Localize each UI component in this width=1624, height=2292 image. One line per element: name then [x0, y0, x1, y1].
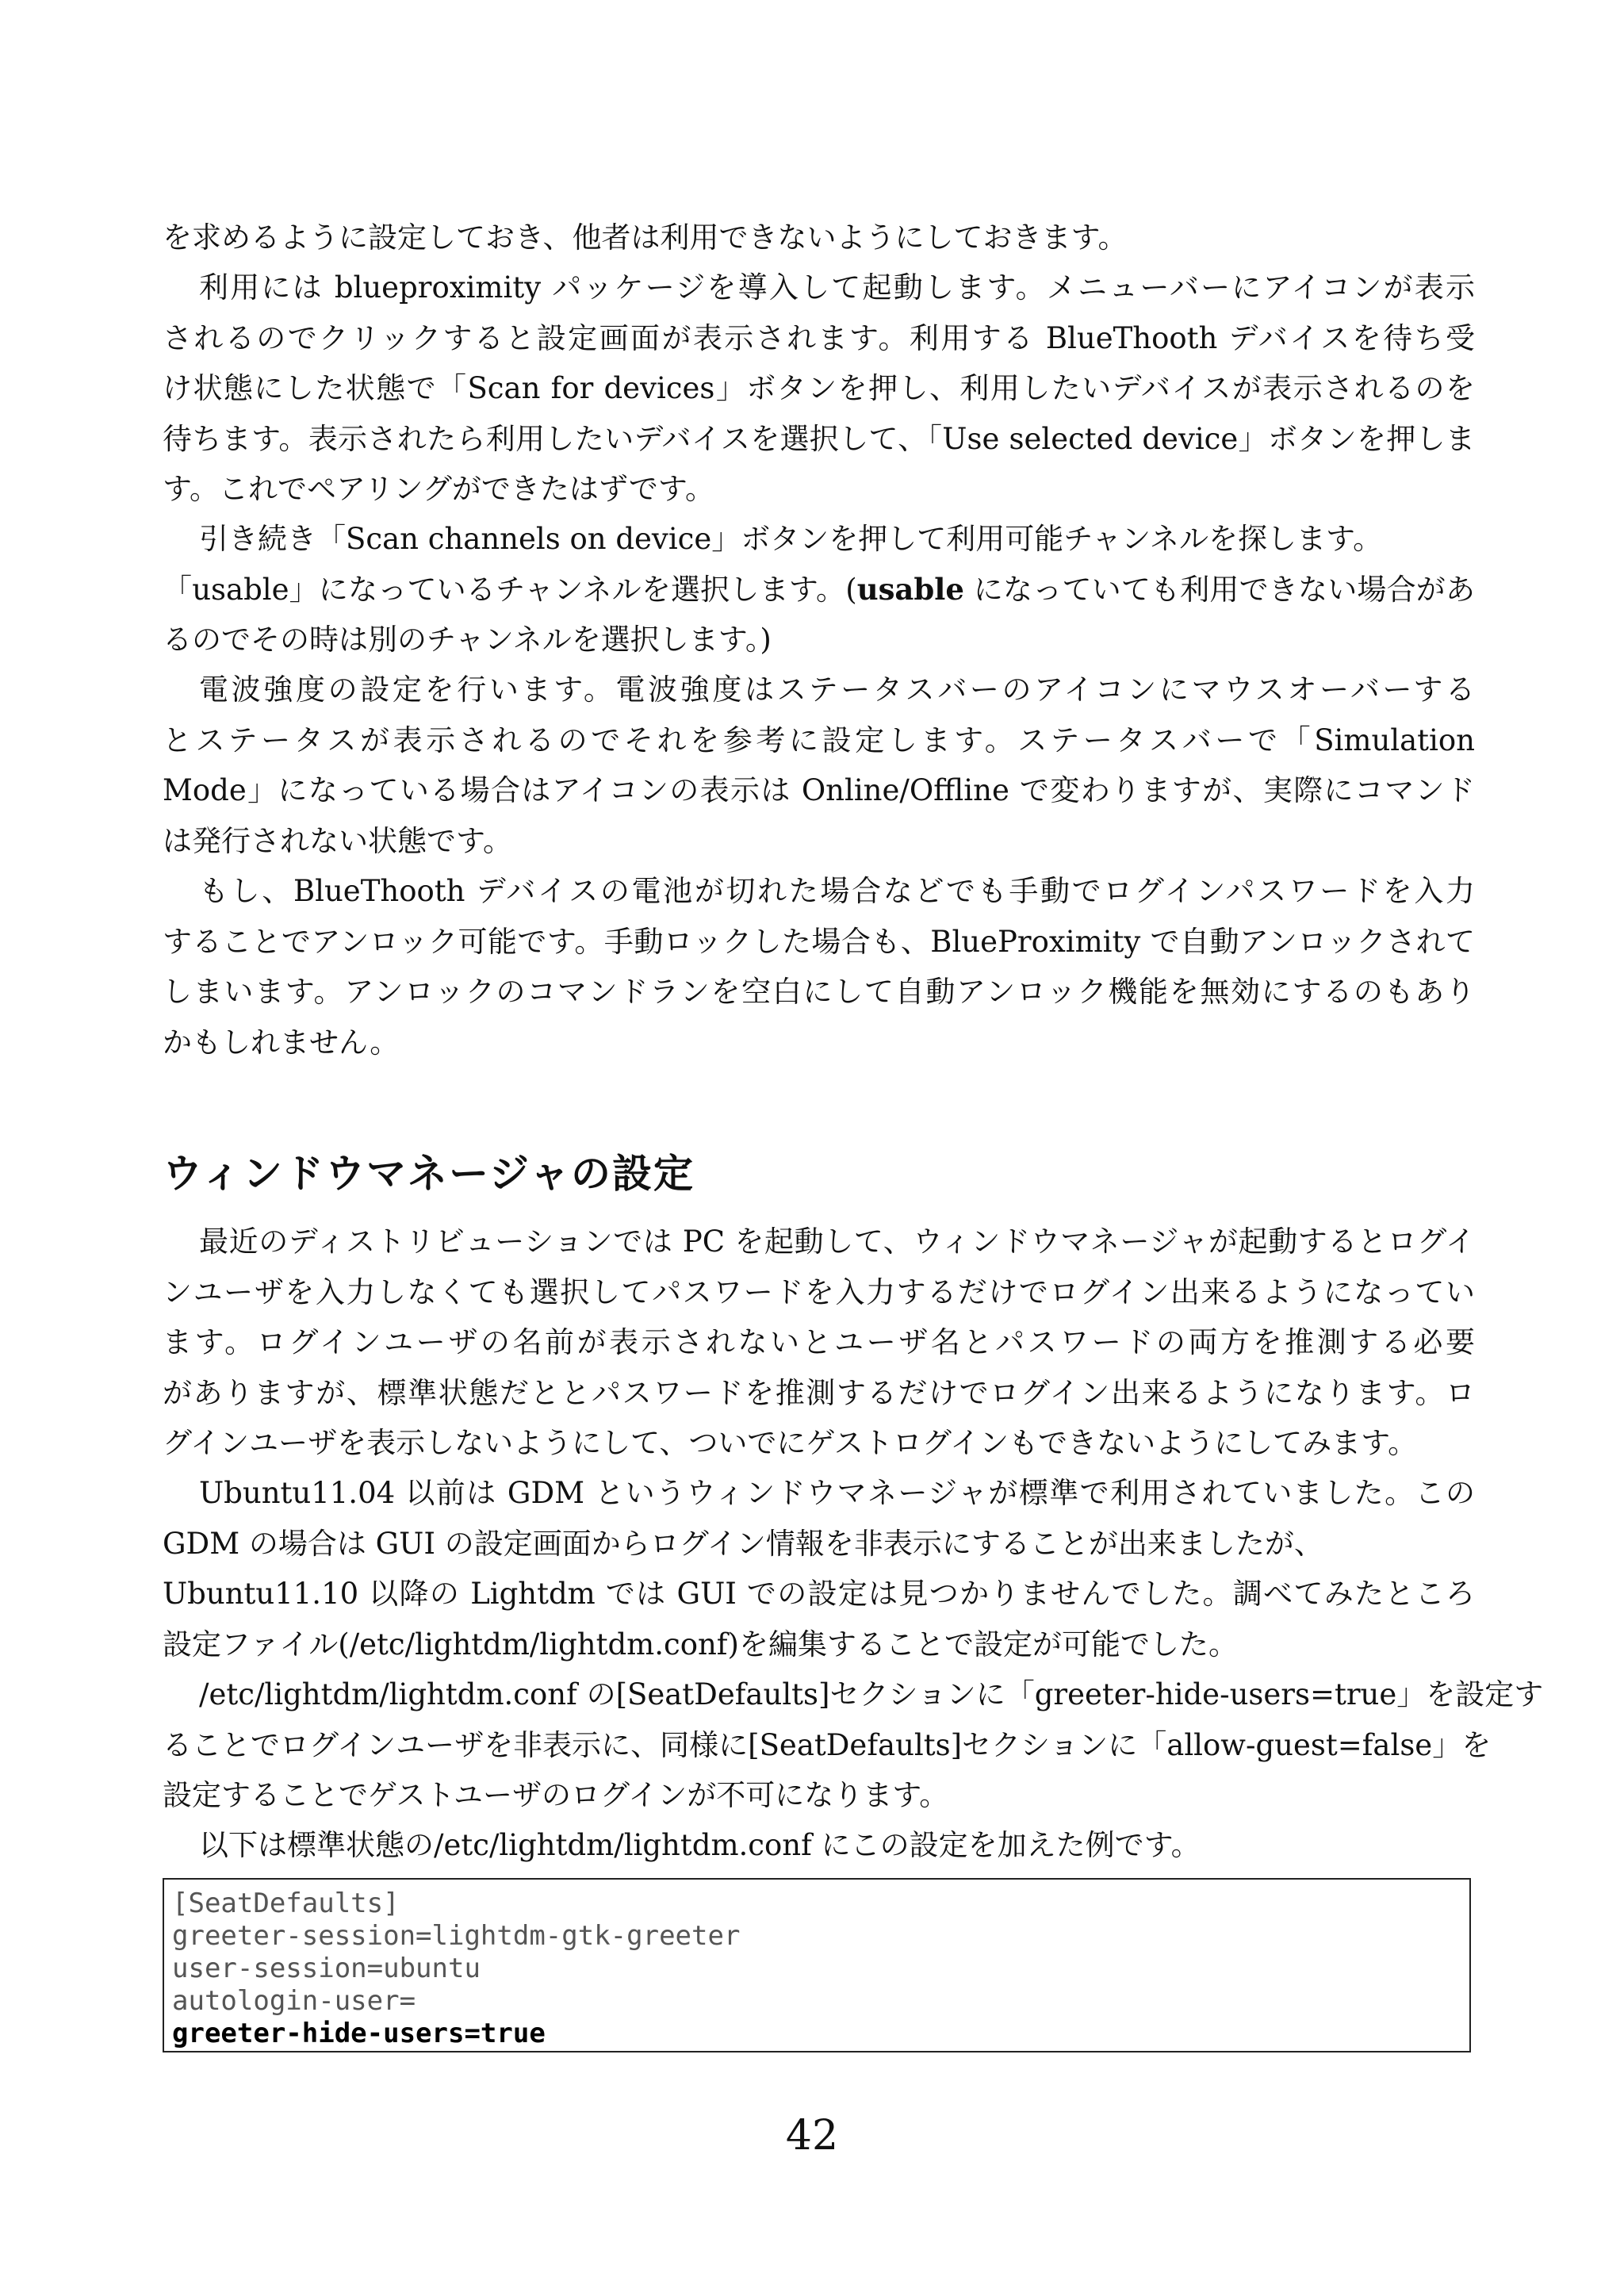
- text-line: ます。ログインユーザの名前が表示されないとユーザ名とパスワードの両方を推測する必要: [163, 1325, 1475, 1359]
- text-line: 電波強度の設定を行います。電波強度はステータスバーのアイコンにマウスオーバーする: [199, 673, 1475, 707]
- text-line: [163, 565, 1475, 615]
- text-line: Mode」になっている場合はアイコンの表示は Online/Offline で変わりますが、実際にコマンド: [163, 773, 1475, 807]
- text-line: るのでその時は別のチャンネルを選択します。): [163, 623, 772, 657]
- text-line: を求めるように設定しておき、他者は利用できないようにしておきます。: [163, 220, 1128, 255]
- text-line: 最近のディストリビューションでは PC を起動して、ウィンドウマネージャが起動するとログイ: [199, 1225, 1475, 1259]
- text-line: 利用には blueproximity パッケージを導入して起動します。メニューバーにアイコンが表示: [199, 270, 1475, 305]
- paragraph-config-settings: [163, 1669, 1544, 1821]
- section-heading: ウィンドウマネージャの設定: [163, 1151, 695, 1197]
- text-line: 以下は標準状態の/etc/lightdm/lightdm.conf にこの設定を加えた例です。: [199, 1828, 1201, 1862]
- code-line: autologin-user=: [172, 1985, 416, 2017]
- text-line: がありますが、標準状態だととパスワードを推測するだけでログイン出来るようになります。ロ: [163, 1375, 1475, 1410]
- text-line: け状態にした状態で「Scan for devices」ボタンを押し、利用したいデバイスが表示されるのを: [163, 371, 1475, 405]
- bold-keyword: usable: [856, 571, 964, 607]
- text-line: することでアンロック可能です。手動ロックした場合も、BlueProximity で自動アンロックされて: [163, 924, 1475, 959]
- text-line: ンユーザを入力しなくても選択してパスワードを入力するだけでログイン出来るようになってい: [163, 1274, 1475, 1309]
- code-line-highlighted: greeter-hide-users=true: [172, 2018, 546, 2049]
- paragraph-scan-channels: [163, 514, 1475, 665]
- text-line: 引き続き「Scan channels on device」ボタンを押して利用可能チャンネルを探します。: [199, 522, 1383, 556]
- paragraph-manual-unlock: [163, 866, 1475, 1067]
- paragraph-blueproximity-setup: [163, 263, 1475, 515]
- text-line: は発行されない状態です。: [163, 823, 513, 858]
- paragraph-signal-strength: [163, 665, 1475, 866]
- text-fragment: 「usable」になっているチャンネルを選択します。(: [163, 572, 857, 607]
- paragraph-continuation: [163, 213, 1475, 263]
- text-line: しまいます。アンロックのコマンドランを空白にして自動アンロック機能を無効にするのもあり: [163, 975, 1475, 1009]
- text-line: ることでログインユーザを非表示に、同様に[SeatDefaults]セクションに「allow-guest=false」を: [163, 1727, 1492, 1762]
- text-line: Ubuntu11.10 以降の Lightdm では GUI での設定は見つかりませんでした。調べてみたところ: [163, 1577, 1475, 1611]
- paragraph-example-intro: [163, 1820, 1475, 1871]
- text-line: とステータスが表示されるのでそれを参考に設定します。ステータスバーで「Simulation: [163, 722, 1475, 757]
- text-line: GDM の場合は GUI の設定画面からログイン情報を非表示にすることが出来ましたが、: [163, 1526, 1323, 1561]
- text-line: されるのでクリックすると設定画面が表示されます。利用する BlueThooth デバイスを待ち受: [163, 320, 1475, 355]
- code-line: [SeatDefaults]: [172, 1888, 400, 1919]
- paragraph-gdm-lightdm: [163, 1468, 1475, 1669]
- text-line: もし、BlueThooth デバイスの電池が切れた場合などでも手動でログインパスワードを入力: [199, 874, 1475, 908]
- text-line: グインユーザを表示しないようにして、ついでにゲストログインもできないようにしてみます。: [163, 1426, 1418, 1460]
- paragraph-login-users: [163, 1217, 1475, 1469]
- code-line: user-session=ubuntu: [172, 1953, 481, 1984]
- text-fragment: になっていても利用できない場合があ: [963, 572, 1476, 607]
- text-line: 設定することでゲストユーザのログインが不可になります。: [163, 1778, 949, 1812]
- text-line: /etc/lightdm/lightdm.conf の[SeatDefaults]セクションに「greeter-hide-users=true」を設定す: [199, 1677, 1544, 1711]
- config-code-block: [163, 1878, 1471, 2052]
- text-line: す。これでペアリングができたはずです。: [163, 472, 714, 506]
- code-line: greeter-session=lightdm-gtk-greeter: [172, 1920, 741, 1952]
- text-line: 待ちます。表示されたら利用したいデバイスを選択して、「Use selected device」ボタンを押しま: [163, 421, 1475, 456]
- text-line: 設定ファイル(/etc/lightdm/lightdm.conf)を編集することで設定が可能でした。: [163, 1627, 1238, 1662]
- text-line: かもしれません。: [163, 1025, 400, 1060]
- text-line: Ubuntu11.04 以前は GDM というウィンドウマネージャが標準で利用されていました。この: [199, 1476, 1475, 1510]
- page-number: 42: [785, 2112, 839, 2160]
